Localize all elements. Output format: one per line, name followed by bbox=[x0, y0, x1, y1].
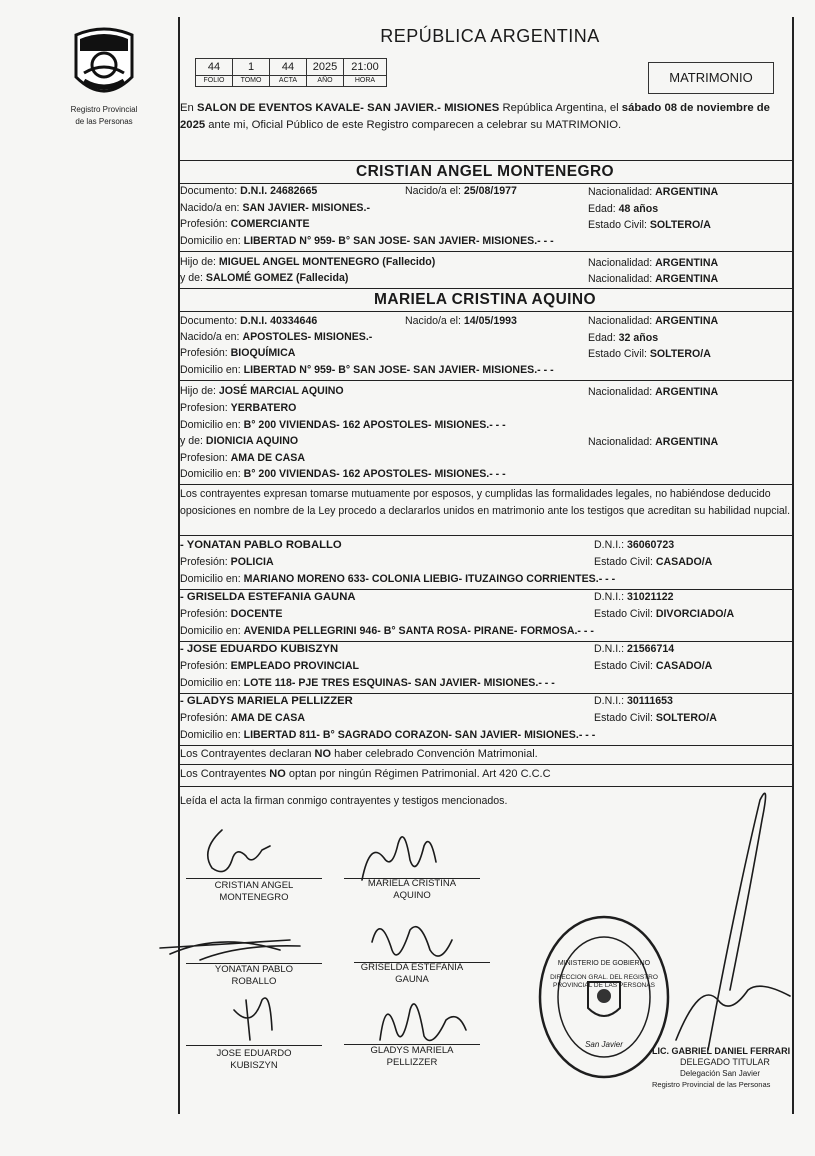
code-folio: 44 FOLIO bbox=[196, 59, 233, 86]
regime-statement: Los Contrayentes NO optan por ningún Régimen Patrimonial. Art 420 C.C.C bbox=[180, 768, 551, 780]
officer-name: LIC. GABRIEL DANIEL FERRARI bbox=[652, 1046, 791, 1056]
witness-prof: Profesión: POLICIA bbox=[180, 556, 274, 568]
spouse1-mother-nat: Nacionalidad: ARGENTINA bbox=[588, 273, 719, 285]
code-acta: 44 ACTA bbox=[270, 59, 307, 86]
witness-dni: D.N.I.: 30111653 bbox=[594, 695, 673, 707]
spouse2-mother: y de: DIONICIA AQUINO bbox=[180, 435, 299, 447]
spouse2-age: Edad: 32 años bbox=[588, 332, 659, 344]
spouse2-father-prof: Profesion: YERBATERO bbox=[180, 402, 297, 414]
witness-addr: Domicilio en: MARIANO MORENO 633- COLONIA LIEBIG- ITUZAINGO CORRIENTES.- - - bbox=[180, 573, 616, 585]
witness-civil: Estado Civil: SOLTERO/A bbox=[594, 712, 717, 724]
witness-name: - YONATAN PABLO ROBALLO bbox=[180, 539, 342, 551]
spouse2-mother-prof: Profesion: AMA DE CASA bbox=[180, 452, 306, 464]
witness-addr: Domicilio en: AVENIDA PELLEGRINI 946- B° SANTA ROSA- PIRANE- FORMOSA.- - - bbox=[180, 625, 594, 637]
spouse2-father-addr: Domicilio en: B° 200 VIVIENDAS- 162 APOSTOLES- MISIONES.- - - bbox=[180, 419, 506, 431]
code-anio: 2025 AÑO bbox=[307, 59, 344, 86]
witness-prof: Profesión: DOCENTE bbox=[180, 608, 283, 620]
witness-civil: Estado Civil: CASADO/A bbox=[594, 660, 713, 672]
logo-caption-2: de las Personas bbox=[75, 117, 133, 126]
witness-name: - JOSE EDUARDO KUBISZYN bbox=[180, 643, 339, 655]
signature-line bbox=[186, 1045, 322, 1046]
witness-addr: Domicilio en: LOTE 118- PJE TRES ESQUINAS- SAN JAVIER- MISIONES.- - - bbox=[180, 677, 555, 689]
spouse2-civil: Estado Civil: SOLTERO/A bbox=[588, 348, 711, 360]
code-hora: 21:00 HORA bbox=[344, 59, 386, 86]
spouse1-mother: y de: SALOMÉ GOMEZ (Fallecida) bbox=[180, 272, 349, 284]
logo-caption-1: Registro Provincial bbox=[70, 105, 138, 114]
spouse1-addr: Domicilio en: LIBERTAD N° 959- B° SAN JOSE- SAN JAVIER- MISIONES.- - - bbox=[180, 235, 554, 247]
signature-name: CRISTIAN ANGEL MONTENEGRO bbox=[214, 880, 294, 903]
witness-prof: Profesión: EMPLEADO PROVINCIAL bbox=[180, 660, 359, 672]
spouse1-father-nat: Nacionalidad: ARGENTINA bbox=[588, 257, 719, 269]
witness-name: - GRISELDA ESTEFANIA GAUNA bbox=[180, 591, 356, 603]
witness-dni: D.N.I.: 36060723 bbox=[594, 539, 675, 551]
witness-name: - GLADYS MARIELA PELLIZZER bbox=[180, 695, 353, 707]
spouse2-nat: Nacionalidad: ARGENTINA bbox=[588, 315, 719, 327]
act-type-box: MATRIMONIO bbox=[648, 62, 774, 94]
country-title: REPÚBLICA ARGENTINA bbox=[380, 26, 600, 46]
spouse2-father-nat: Nacionalidad: ARGENTINA bbox=[588, 386, 719, 398]
signature-name: GRISELDA ESTEFANIA GAUNA bbox=[360, 962, 464, 985]
officer-registry: Registro Provincial de las Personas bbox=[652, 1080, 771, 1089]
spouse1-name: CRISTIAN ANGEL MONTENEGRO bbox=[355, 163, 614, 180]
spouse1-doc: Documento: D.N.I. 24682665 bbox=[180, 185, 318, 197]
spouse2-name: MARIELA CRISTINA AQUINO bbox=[374, 291, 596, 308]
spouse1-prof: Profesión: COMERCIANTE bbox=[180, 218, 310, 230]
spouse2-prof: Profesión: BIOQUÍMICA bbox=[180, 347, 296, 359]
stamp-city: San Javier bbox=[585, 1040, 623, 1049]
spouse2-mother-addr: Domicilio en: B° 200 VIVIENDAS- 162 APOSTOLES- MISIONES.- - - bbox=[180, 468, 506, 480]
intro-paragraph: En SALON DE EVENTOS KAVALE- SAN JAVIER.- MISIONES República Argentina, el sábado 08 de noviembre de 2025 ante mi, Oficial Público de este Registro comparecen a celebrar su MATRIMONIO. bbox=[180, 102, 770, 131]
officer-title: DELEGADO TITULAR bbox=[680, 1057, 770, 1067]
spouse1-nat: Nacionalidad: ARGENTINA bbox=[588, 186, 719, 198]
convention-statement: Los Contrayentes declaran NO haber celebrado Convención Matrimonial. bbox=[180, 748, 538, 760]
spouse2-born-in: Nacido/a en: APOSTOLES- MISIONES.- bbox=[180, 331, 373, 343]
spouse2-mother-nat: Nacionalidad: ARGENTINA bbox=[588, 436, 719, 448]
signature-name: MARIELA CRISTINA AQUINO bbox=[367, 878, 457, 901]
witness-prof: Profesión: AMA DE CASA bbox=[180, 712, 306, 724]
ceremony-place: SALON DE EVENTOS KAVALE- SAN JAVIER.- MISIONES bbox=[196, 102, 500, 114]
spouse2-doc: Documento: D.N.I. 40334646 bbox=[180, 315, 318, 327]
signature-name: GLADYS MARIELA PELLIZZER bbox=[370, 1045, 454, 1068]
officer-office: Delegación San Javier bbox=[680, 1069, 761, 1078]
officer-block bbox=[652, 1046, 812, 1090]
spouse1-birth: Nacido/a el: 25/08/1977 bbox=[405, 185, 517, 197]
spouse2-addr: Domicilio en: LIBERTAD N° 959- B° SAN JOSE- SAN JAVIER- MISIONES.- - - bbox=[180, 364, 554, 376]
signature-name: YONATAN PABLO ROBALLO bbox=[214, 964, 294, 987]
ceremony-date: sábado 08 de noviembre de 2025 bbox=[180, 102, 770, 131]
stamp-inner-text: MINISTERIO DE GOBIERNO bbox=[557, 960, 651, 967]
spouse2-birth: Nacido/a el: 14/05/1993 bbox=[405, 315, 517, 327]
code-tomo: 1 TOMO bbox=[233, 59, 270, 86]
spouse1-father: Hijo de: MIGUEL ANGEL MONTENEGRO (Fallecido) bbox=[180, 256, 436, 268]
spouse1-civil: Estado Civil: SOLTERO/A bbox=[588, 219, 711, 231]
spouse2-father: Hijo de: JOSÉ MARCIAL AQUINO bbox=[180, 385, 344, 397]
witness-civil: Estado Civil: CASADO/A bbox=[594, 556, 713, 568]
stamp-ring-text: DIRECCION GRAL. DEL REGISTRO PROVINCIAL DE LAS PERSONAS bbox=[550, 974, 658, 989]
declaration-paragraph: Los contrayentes expresan tomarse mutuamente por esposos, y cumplidas las formalidades legales, no habiéndose deducido oposiciones en nombre de la Ley procedo a declararlos unidos en matrimonio ante los testigos que acreditan su habilidad nupcial. bbox=[180, 488, 791, 517]
spouse1-age: Edad: 48 años bbox=[588, 203, 659, 215]
witness-addr: Domicilio en: LIBERTAD 811- B° SAGRADO CORAZON- SAN JAVIER- MISIONES.- - - bbox=[180, 729, 596, 741]
witness-dni: D.N.I.: 21566714 bbox=[594, 643, 675, 655]
witness-dni: D.N.I.: 31021122 bbox=[594, 591, 674, 603]
signature-name: JOSE EDUARDO KUBISZYN bbox=[216, 1048, 292, 1071]
spouse1-born-in: Nacido/a en: SAN JAVIER- MISIONES.- bbox=[180, 202, 370, 214]
signature-line bbox=[186, 878, 322, 879]
closing-statement: Leída el acta la firman conmigo contrayentes y testigos mencionados. bbox=[180, 795, 508, 807]
witness-civil: Estado Civil: DIVORCIADO/A bbox=[594, 608, 735, 620]
